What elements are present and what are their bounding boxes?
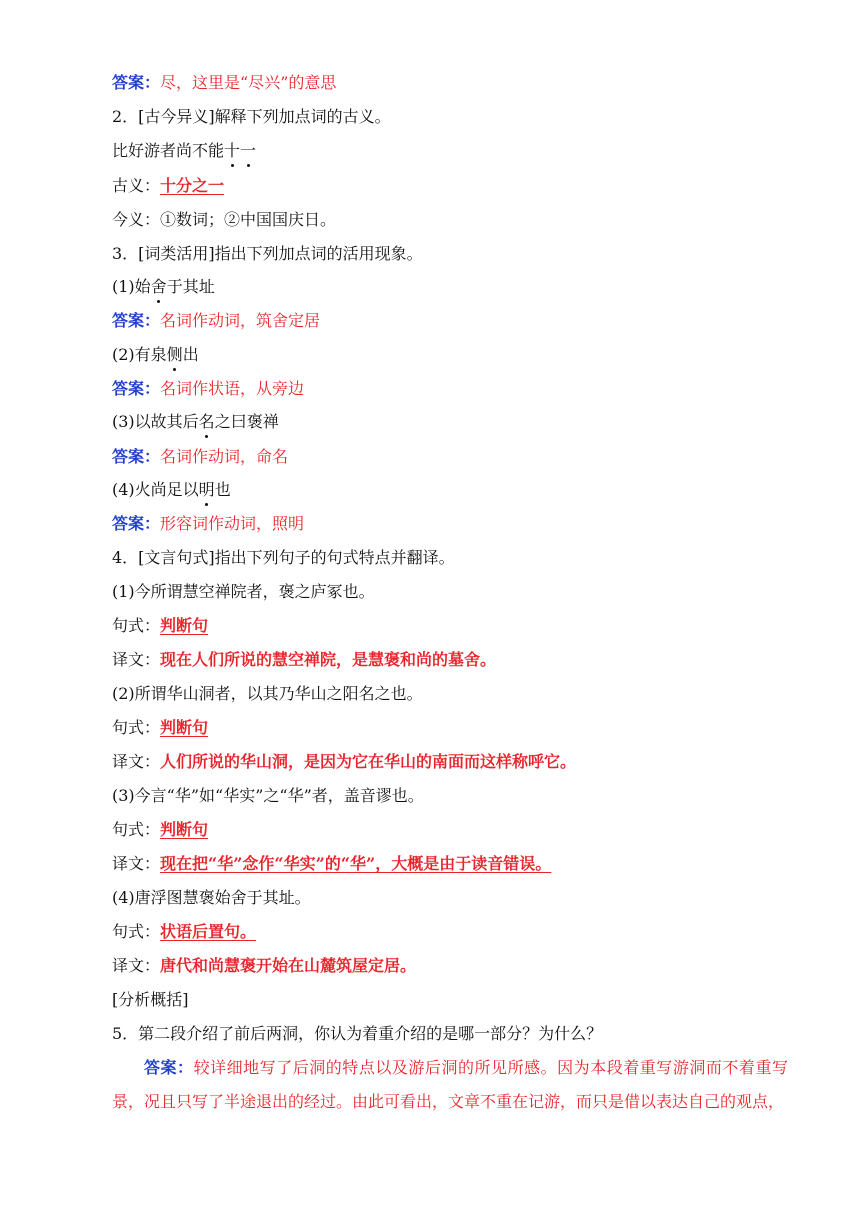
translation-label: 译文： [112, 650, 161, 669]
sub-question-4 [112, 479, 788, 501]
section-heading: [分析概括] [112, 990, 189, 1009]
translation-answer: 唐代和尚慧褒开始在山麓筑屋定居。 [160, 956, 417, 975]
sub-question-3 [112, 411, 788, 433]
answer-text: 名词作状语，从旁边 [160, 379, 305, 398]
sentence-1: (1)今所谓慧空禅院者，褒之庐冢也。 [112, 582, 375, 601]
answer-line-1 [112, 72, 788, 94]
pattern-label: 句式： [112, 718, 161, 737]
pattern-answer: 判断句 [160, 718, 209, 737]
question-4: 4．[文言句式]指出下列句子的句式特点并翻译。 [112, 548, 455, 567]
pattern-label: 句式： [112, 922, 161, 941]
answer-label: 答案： [112, 447, 161, 466]
translation-line-1 [112, 649, 788, 671]
translation-label: 译文： [112, 752, 161, 771]
translation-line-4 [112, 955, 788, 977]
pattern-line-1 [112, 615, 788, 637]
dotted-word: 十 [224, 141, 241, 160]
translation-label: 译文： [112, 854, 161, 873]
dotted-word: 名 [198, 412, 215, 431]
sentence-4: (4)唐浮图慧褒始舍于其址。 [112, 888, 311, 907]
answer-label: 答案： [112, 514, 161, 533]
answer-line-5 [112, 513, 788, 535]
answer-line-4 [112, 446, 788, 468]
answer-text: 名词作动词，筑舍定居 [160, 311, 321, 330]
translation-label: 译文： [112, 956, 161, 975]
dotted-word: 一 [240, 141, 257, 160]
pattern-label: 句式： [112, 820, 161, 839]
translation-line-2 [112, 751, 788, 773]
translation-answer: 现在人们所说的慧空禅院，是慧褒和尚的墓舍。 [160, 650, 497, 669]
answer-paragraph [112, 1051, 788, 1119]
pattern-answer: 判断句 [160, 820, 209, 839]
pattern-answer: 状语后置句。 [160, 922, 257, 941]
pattern-line-4 [112, 921, 788, 943]
ancient-meaning-label: 古义： [112, 176, 161, 195]
sentence-text: (2)有泉 [112, 345, 167, 364]
answer-label: 答案： [144, 1058, 194, 1077]
answer-paragraph-text: 较详细地写了后洞的特点以及游后洞的所见所感。因为本段着重写游洞而不着重写景，况且只写了半途退出的经过。由此可看出，文章不重在记游，而只是借以表达自己的观点， [112, 1058, 788, 1111]
sentence-2: (2)所谓华山洞者，以其乃华山之阳名之也。 [112, 684, 423, 703]
question-2: 2．[古今异义]解释下列加点词的古义。 [112, 107, 391, 126]
answer-line-3 [112, 378, 788, 400]
sub-question-1 [112, 276, 788, 298]
answer-text: 尽，这里是“尽兴”的意思 [160, 73, 337, 92]
sentence-3: (3)今言“华”如“华实”之“华”者，盖音谬也。 [112, 786, 424, 805]
sentence-text: (4)火尚足以 [112, 480, 199, 499]
ancient-meaning-line [112, 175, 788, 197]
translation-answer: 人们所说的华山洞，是因为它在华山的南面而这样称呼它。 [160, 752, 577, 771]
dotted-word: 明 [198, 480, 215, 499]
translation-line-3 [112, 853, 788, 875]
answer-label: 答案： [112, 73, 161, 92]
pattern-line-2 [112, 717, 788, 739]
ancient-meaning-answer: 十分之一 [160, 176, 225, 195]
pattern-answer: 判断句 [160, 616, 209, 635]
sentence-text: (3)以故其后 [112, 412, 199, 431]
sentence-text: 之曰褒禅 [214, 412, 279, 431]
dotted-word: 舍 [150, 277, 167, 296]
answer-text: 形容词作动词，照明 [160, 514, 305, 533]
question-5: 5．第二段介绍了前后两洞，你认为着重介绍的是哪一部分？为什么？ [112, 1024, 603, 1043]
question-3: 3．[词类活用]指出下列加点词的活用现象。 [112, 244, 423, 263]
sentence-text: 也 [214, 480, 231, 499]
translation-answer: 现在把“华”念作“华实”的“华”，大概是由于读音错误。 [160, 854, 552, 873]
sentence-text: 比好游者尚不能 [112, 141, 225, 160]
answer-label: 答案： [112, 311, 161, 330]
answer-text: 名词作动词，命名 [160, 447, 289, 466]
modern-meaning-line: 今义：①数词；②中国国庆日。 [112, 210, 337, 229]
dotted-word: 侧 [166, 345, 183, 364]
sentence-text: 于其址 [166, 277, 215, 296]
sentence-text: 出 [182, 345, 199, 364]
sentence-line [112, 140, 788, 162]
pattern-line-3 [112, 819, 788, 841]
sub-question-2 [112, 344, 788, 366]
sentence-text: (1)始 [112, 277, 151, 296]
answer-line-2 [112, 310, 788, 332]
answer-label: 答案： [112, 379, 161, 398]
pattern-label: 句式： [112, 616, 161, 635]
